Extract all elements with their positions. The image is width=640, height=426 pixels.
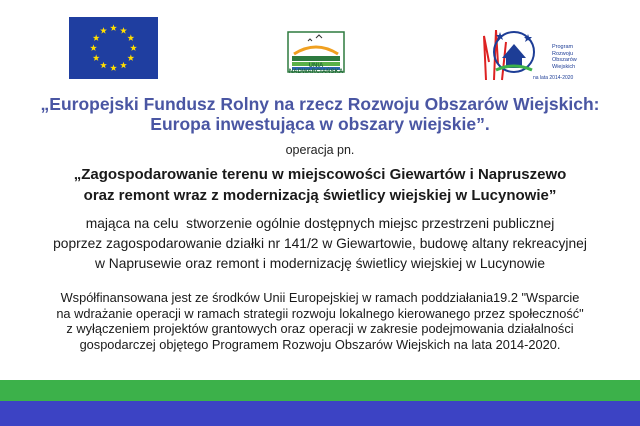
prow-line-1: Program [552,44,574,50]
project-line-2: oraz remont wraz z modernizacją świetlicy wiejskiej w Lucynowie” [83,187,557,204]
project-line-1: „Zagospodarowanie terenu w miejscowości Giewartów i Napruszewo [73,166,567,183]
prow-logo-text [552,44,577,70]
operation-label: operacja pn. [285,143,355,157]
eu-star-icon [120,62,127,69]
eu-star-icon [100,62,107,69]
footer-band-green [0,380,640,401]
aim-line-3: w Naprusewie oraz remont i modernizację świetlicy wiejskiej w Lucynowie [94,256,546,271]
cofinancing-note [0,290,640,352]
prow-line-2: Rozwoju [552,50,574,57]
eu-star-icon [130,44,137,51]
cofin-line-2: na wdrażanie operacji w ramach strategii rozwoju lokalnego kierowanego przez społeczność" [56,305,584,321]
eu-star-icon [127,34,134,41]
cofin-line-4: gospodarczej objętego Programem Rozwoju Obszarów Wiejskich na lata 2014-2020. [79,336,561,352]
eu-star-icon [110,64,117,71]
title-line-1: „Europejski Fundusz Rolny na rzecz Rozwoju Obszarów Wiejskich: [40,94,600,114]
prow-line-4: Wiejskich [552,63,576,70]
cofin-line-3: z wyłączeniem projektów grantowych oraz operacji w zakresie podejmowania działalności [66,321,574,336]
eu-star-icon [90,44,97,51]
eu-star-icon [110,24,117,31]
title-line-2: Europa inwestująca w obszary wiejskie”. [150,114,490,134]
cofin-line-1: Współfinansowana jest ze środków Unii Europejskiej w ramach poddziałania19.2 "Wsparcie [60,290,580,305]
logos-header [0,0,640,90]
eu-flag-icon [69,17,158,79]
prow-logo-sub: na lata 2014-2020 [533,75,574,81]
lgd-logo-text: UNIA NADWARCIAŃSKA [288,63,344,75]
page-title [0,94,640,134]
prow-line-3: Obszarów [552,57,577,63]
eu-star-icon [93,34,100,41]
footer-band-blue [0,401,640,426]
eu-star-icon [93,54,100,61]
project-aim [0,214,640,274]
eu-star-icon [127,54,134,61]
aim-line-1: mająca na celu stworzenie ogólnie dostępnych miejsc przestrzeni publicznej [85,216,555,231]
project-name [0,164,640,206]
eu-star-icon [100,27,107,34]
eu-star-icon [120,27,127,34]
aim-line-2: poprzez zagospodarowanie działki nr 141/2 w Giewartowie, budowę altany rekreacyjnej [53,236,587,251]
unia-nadwarcianska-logo [286,30,346,85]
